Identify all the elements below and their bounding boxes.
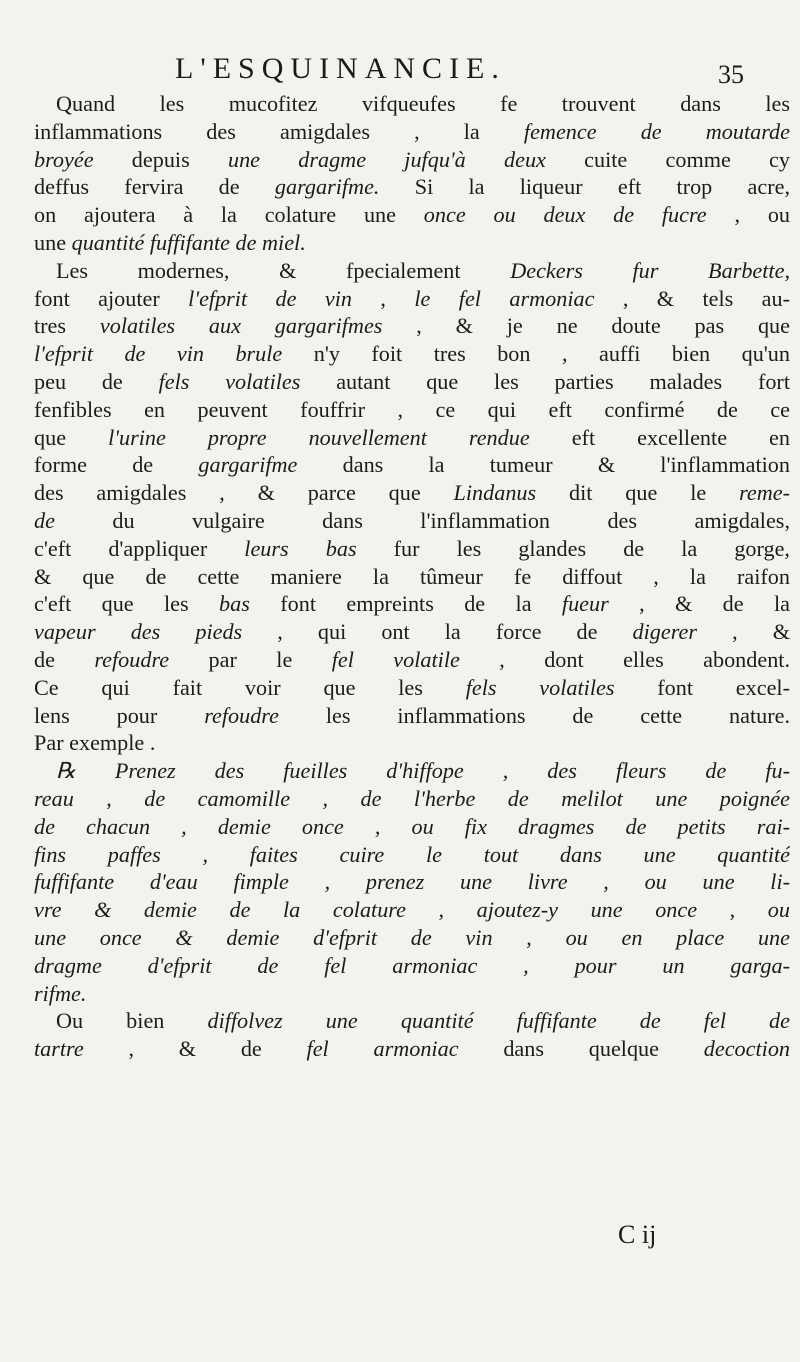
text-run: Quand les mucofitez vifqueufes fe trouvent dans les (56, 91, 790, 116)
italic-text: fueur (561, 591, 609, 617)
text-line (34, 813, 790, 841)
text-line (34, 646, 790, 674)
italic-text: diffolvez une quantité fuffifante de fel de (207, 1008, 790, 1034)
text-run: fur les glandes de la gorge, (356, 535, 790, 561)
text-line (34, 340, 790, 368)
text-line (34, 507, 790, 535)
text-run: font empreints de la (249, 591, 562, 617)
italic-text: de (34, 507, 55, 533)
text-line (34, 757, 790, 785)
italic-text: reme- (739, 480, 790, 506)
italic-text: fins paffes , faites cuire le tout dans une quantité (34, 841, 790, 867)
text-run: du vulgaire dans l'inflammation des amigdales, (54, 507, 790, 533)
text-run: les inflammations de cette nature. (278, 702, 790, 728)
italic-text: de chacun , demie once , ou fix dragmes de petits rai- (34, 813, 790, 839)
body-text (34, 90, 790, 1063)
text-run: , & de (83, 1036, 307, 1062)
text-run: Ce qui fait voir que les (34, 674, 466, 700)
text-run: Ou bien (56, 1008, 208, 1034)
text-line (34, 146, 790, 174)
text-line (34, 868, 790, 896)
text-line (34, 257, 790, 285)
text-run: des amigdales , & parce que (34, 480, 454, 506)
text-run: dans quelque (458, 1036, 704, 1062)
text-run: , & tels au- (594, 285, 790, 311)
text-run: inflammations des amigdales , la (34, 118, 524, 144)
text-run: par le (169, 646, 332, 672)
text-run: deffus fervira de (34, 174, 275, 200)
italic-text: fuffifante d'eau fimple , prenez une livre , ou une li- (34, 869, 790, 895)
text-run: Si la liqueur eft trop acre, (379, 174, 790, 200)
italic-text: l'efprit de vin (188, 285, 352, 311)
text-run: une (34, 229, 72, 255)
italic-text: Lindanus (453, 480, 537, 506)
italic-text: digerer (632, 619, 698, 645)
text-run: , (352, 285, 415, 311)
page-number: 35 (718, 60, 744, 89)
italic-text: refoudre (204, 702, 279, 728)
text-line (34, 535, 790, 563)
text-run: autant que les parties malades fort (300, 368, 790, 394)
italic-text: rifme. (34, 980, 87, 1006)
text-line (34, 674, 790, 702)
italic-text: l'urine propre nouvellement rendue (108, 424, 530, 450)
text-run: tres (34, 313, 100, 339)
text-line (34, 952, 790, 980)
text-line (34, 590, 790, 618)
text-line (34, 1035, 790, 1063)
text-run: font ajouter (34, 285, 189, 311)
italic-text: Deckers fur Barbette, (510, 257, 790, 283)
italic-text: volatiles aux gargarifmes (99, 313, 383, 339)
text-run: c'eft que les (34, 591, 220, 617)
text-line (34, 1007, 790, 1035)
text-run: c'eft d'appliquer (34, 535, 245, 561)
text-line (34, 618, 790, 646)
italic-text: gargarifme (198, 452, 298, 478)
italic-text: once ou deux de fucre (423, 202, 707, 228)
text-line (34, 563, 790, 591)
text-line (34, 896, 790, 924)
text-line (34, 368, 790, 396)
text-run: forme de (34, 452, 199, 478)
italic-text: refoudre (94, 646, 170, 672)
text-run: eft excellente en (529, 424, 790, 450)
italic-text: tartre (34, 1036, 84, 1062)
italic-text: fels volatiles (465, 674, 615, 700)
text-run: que (34, 424, 109, 450)
text-run: font excel- (614, 674, 790, 700)
text-line (34, 479, 790, 507)
italic-text: ℞ Prenez des fueilles d'hiffope , des fleurs de fu- (56, 758, 790, 784)
text-line (34, 424, 790, 452)
italic-text: broyée (34, 146, 94, 172)
text-line (34, 312, 790, 340)
text-line (34, 451, 790, 479)
italic-text: l'efprit de vin brule (34, 341, 283, 367)
italic-text: decoction (703, 1036, 790, 1062)
text-run: , & (697, 619, 790, 645)
text-line (34, 702, 790, 730)
italic-text: gargarifme. (274, 174, 380, 200)
italic-text: leurs bas (244, 535, 357, 561)
text-line (34, 924, 790, 952)
signature-mark: C ij (618, 1220, 657, 1249)
text-run: cuite comme cy (545, 146, 790, 172)
text-run: dit que le (536, 480, 740, 506)
italic-text: reau , de camomille , de l'herbe de melilot une poignée (34, 785, 790, 811)
text-line (34, 201, 790, 229)
text-line (34, 785, 790, 813)
text-line (34, 729, 790, 757)
italic-text: vapeur des pieds (34, 619, 243, 645)
text-run: de (34, 646, 95, 672)
text-run: n'y foit tres bon , auffi bien qu'un (282, 341, 790, 367)
italic-text: une once & demie d'efprit de vin , ou en place une (34, 924, 790, 950)
text-run: Les modernes, & fpecialement (56, 257, 511, 283)
italic-text: quantité fuffifante de miel. (71, 229, 306, 255)
text-line (34, 841, 790, 869)
italic-text: le fel armoniac (414, 285, 595, 311)
text-run: , & de la (608, 591, 790, 617)
text-run: peu de (34, 368, 159, 394)
text-run: dans la tumeur & l'inflammation (297, 452, 790, 478)
italic-text: bas (219, 591, 250, 617)
text-run: , ou (706, 202, 790, 228)
italic-text: femence de moutarde (523, 118, 790, 144)
italic-text: fel armoniac (306, 1036, 459, 1062)
text-line (34, 118, 790, 146)
text-run: , dont elles abondent. (459, 646, 790, 672)
italic-text: fel volatile (331, 646, 460, 672)
text-line (34, 396, 790, 424)
text-line (34, 90, 790, 118)
italic-text: dragme d'efprit de fel armoniac , pour un garga- (34, 952, 790, 978)
text-run: depuis (93, 146, 228, 172)
text-run: & que de cette maniere la tûmeur fe diffout , la raifon (34, 563, 790, 589)
text-run: , & je ne doute pas que (382, 313, 790, 339)
text-line (34, 285, 790, 313)
running-title: L'ESQUINANCIE. (175, 52, 506, 85)
text-run: , qui ont la force de (242, 619, 633, 645)
text-line (34, 980, 790, 1008)
text-run: on ajoutera à la colature une (34, 202, 424, 228)
italic-text: vre & demie de la colature , ajoutez-y une once , ou (34, 897, 790, 923)
page-header (0, 52, 800, 92)
text-line (34, 229, 790, 257)
italic-text: une dragme jufqu'à deux (227, 146, 546, 172)
italic-text: fels volatiles (158, 368, 301, 394)
text-run: Par exemple . (34, 730, 156, 756)
text-line (34, 173, 790, 201)
text-run: fenfibles en peuvent fouffrir , ce qui eft confirmé de ce (34, 396, 790, 422)
text-run: lens pour (34, 702, 205, 728)
